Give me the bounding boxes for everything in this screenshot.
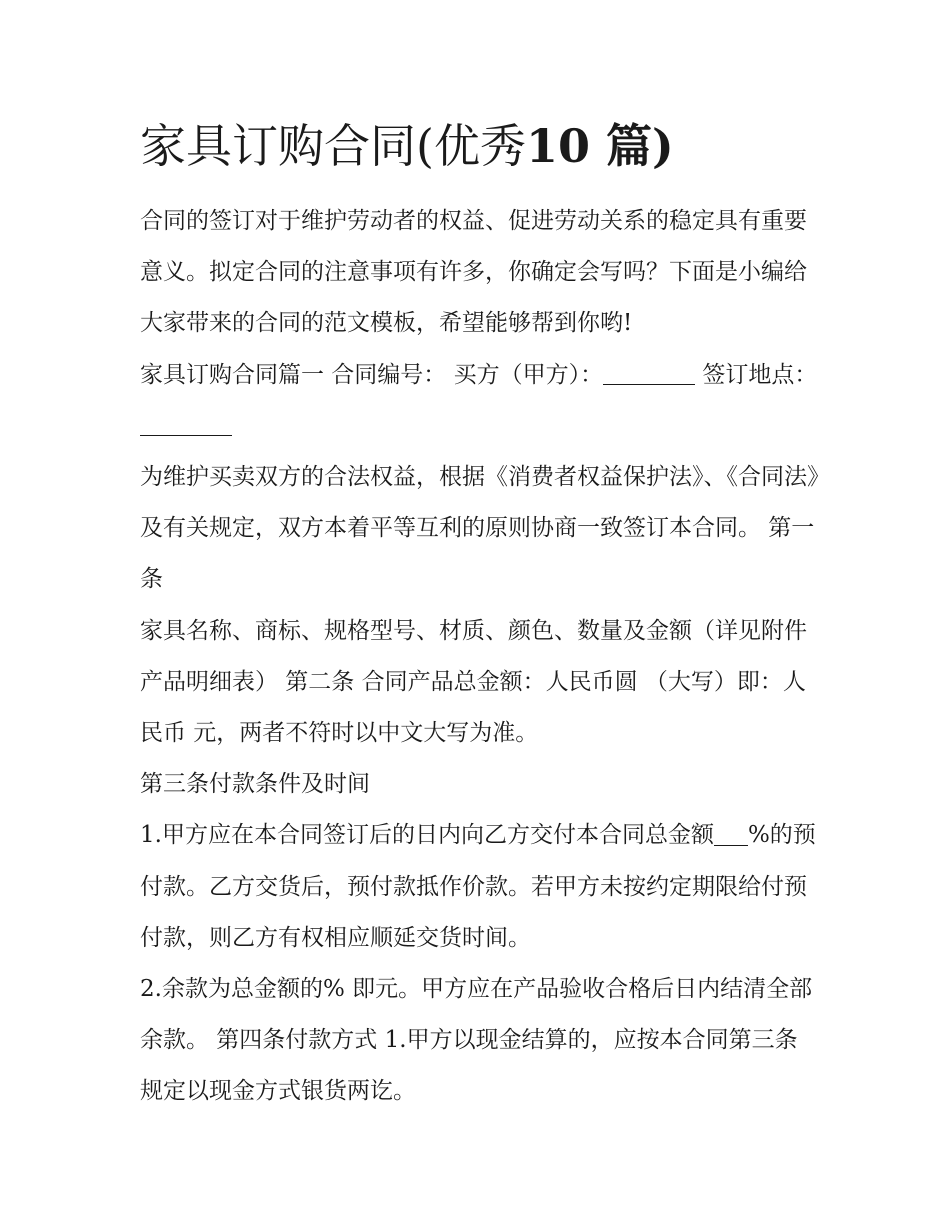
article1-paragraph: 家具名称、商标、规格型号、材质、颜色、数量及金额（详见附件产品明细表） 第二条 合同产品总金额：人民币圆 （大写）即：人民币 元，两者不符时以中文大写为准。	[140, 617, 807, 747]
header-line-b: 签订地点：	[695, 361, 818, 388]
percent-blank	[714, 822, 748, 846]
clause1-text-a: 1.甲方应在本合同签订后的日内向乙方交付本合同总金额	[140, 822, 714, 849]
document-body	[140, 196, 820, 1118]
document-title	[140, 112, 840, 180]
buyer-blank	[603, 361, 695, 385]
article3-heading: 第三条付款条件及时间	[140, 771, 370, 798]
purpose-paragraph: 为维护买卖双方的合法权益，根据《消费者权益保护法》、《合同法》及有关规定，双方本着平等互利的原则协商一致签订本合同。 第一条	[140, 464, 819, 593]
location-blank	[140, 412, 232, 436]
clause2-paragraph: 2.余款为总金额的% 即元。甲方应在产品验收合格后日内结清全部余款。 第四条付款方式 1.甲方以现金结算的，应按本合同第三条规定以现金方式银货两讫。	[140, 976, 813, 1105]
clause1-paragraph	[140, 810, 820, 964]
title-number: 10	[525, 119, 590, 173]
title-suffix: 篇)	[589, 119, 674, 173]
intro-paragraph: 合同的签订对于维护劳动者的权益、促进劳动关系的稳定具有重要意义。拟定合同的注意事项有许多，你确定会写吗？下面是小编给大家带来的合同的范文模板，希望能够帮到你哟!	[140, 208, 807, 337]
contract-header-paragraph	[140, 350, 820, 452]
title-prefix: 家具订购合同(优秀	[140, 119, 526, 173]
clause1-text-b: %的预付款。乙方交货后，预付款抵作价款。若甲方未按约定期限给付预付款，则乙方有权相应顺延交货时间。	[140, 822, 816, 951]
header-line-a: 家具订购合同篇一 合同编号： 买方（甲方）：	[140, 361, 604, 388]
